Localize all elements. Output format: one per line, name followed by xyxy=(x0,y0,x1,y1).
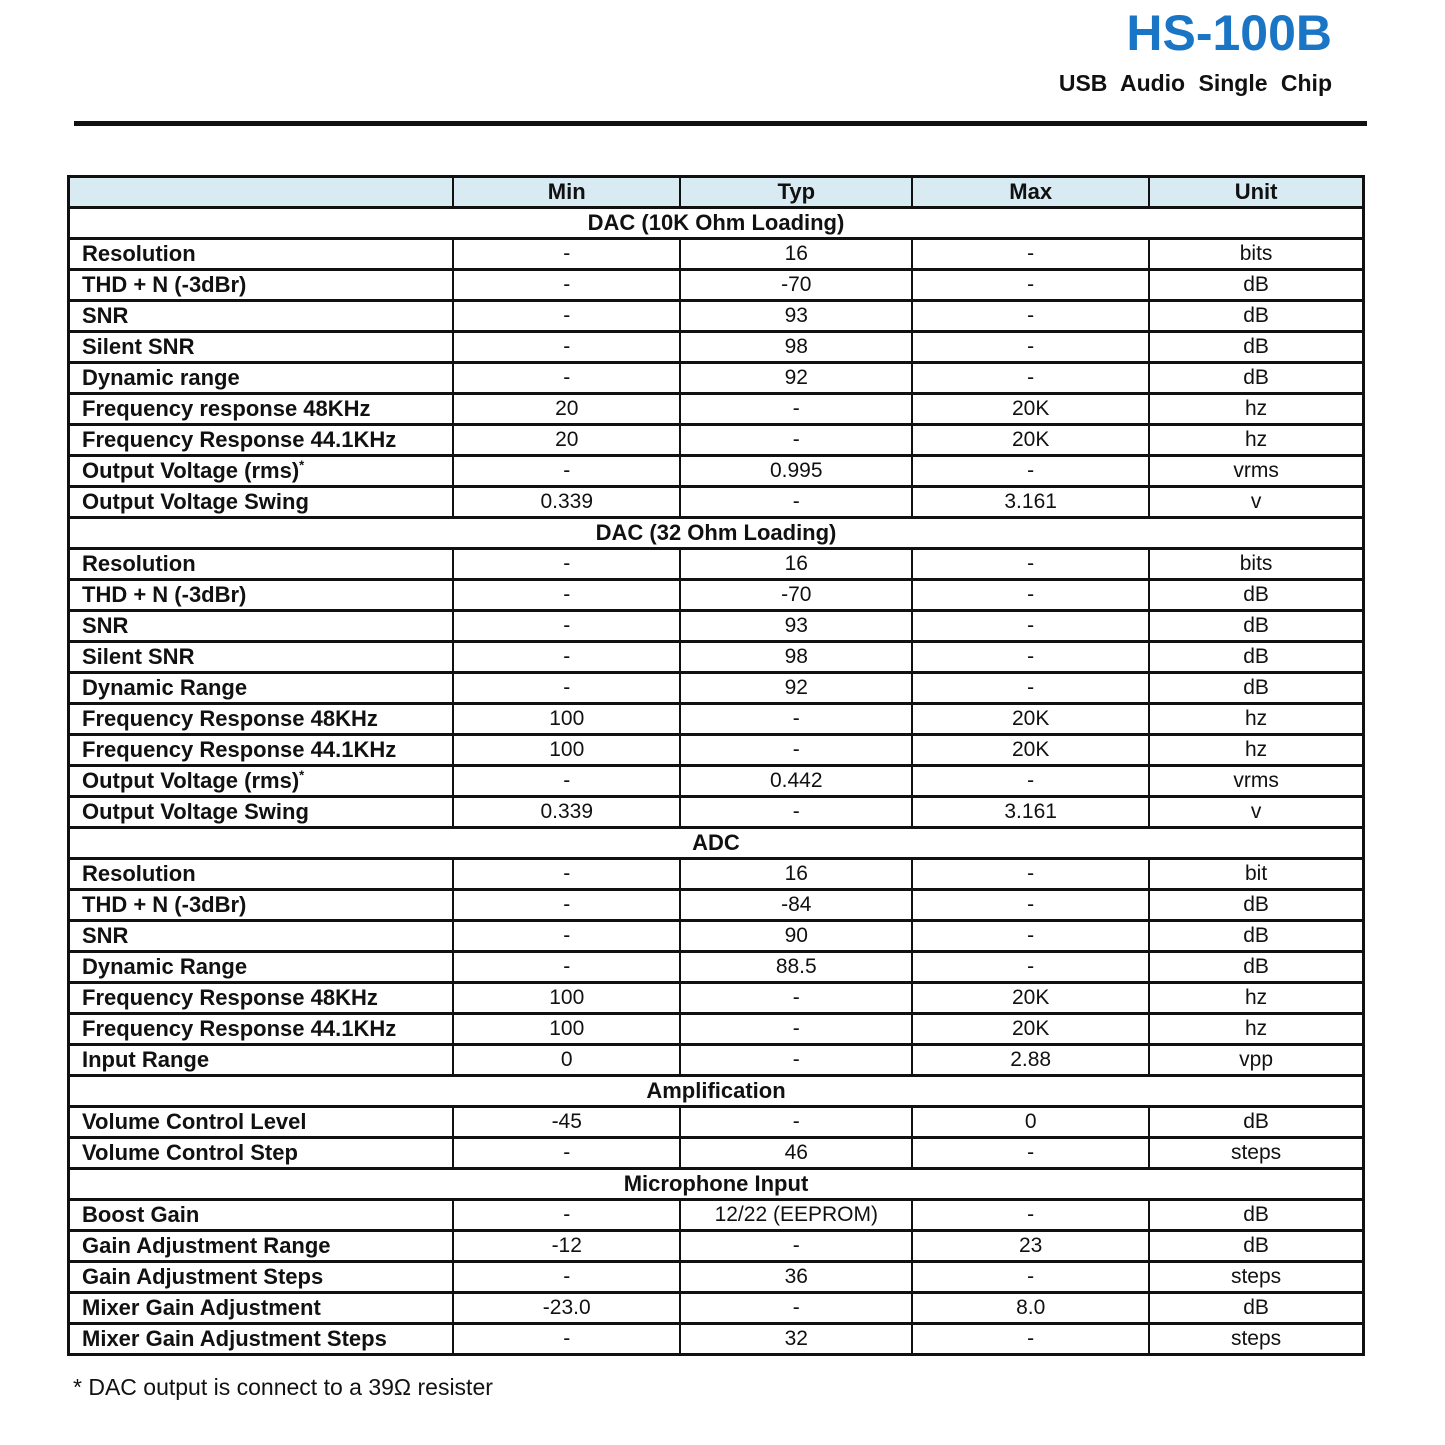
cell-max: 2.88 xyxy=(912,1045,1149,1076)
param-label: Resolution xyxy=(69,549,454,580)
cell-max: 20K xyxy=(912,394,1149,425)
section-header-row xyxy=(69,828,1364,859)
param-label: Gain Adjustment Range xyxy=(69,1231,454,1262)
spec-table xyxy=(67,175,1365,1356)
cell-min: - xyxy=(453,1138,680,1169)
cell-max: - xyxy=(912,580,1149,611)
cell-max: - xyxy=(912,456,1149,487)
table-row xyxy=(69,735,1364,766)
cell-min: - xyxy=(453,1324,680,1355)
param-label: Dynamic range xyxy=(69,363,454,394)
cell-unit: dB xyxy=(1149,921,1363,952)
cell-unit: hz xyxy=(1149,1014,1363,1045)
cell-max: - xyxy=(912,1200,1149,1231)
footnote-marker: * xyxy=(299,458,305,474)
cell-min: - xyxy=(453,611,680,642)
param-label: SNR xyxy=(69,921,454,952)
cell-min: - xyxy=(453,270,680,301)
table-row xyxy=(69,921,1364,952)
table-row xyxy=(69,270,1364,301)
table-row xyxy=(69,1138,1364,1169)
param-label: Volume Control Step xyxy=(69,1138,454,1169)
cell-max: - xyxy=(912,611,1149,642)
cell-max: - xyxy=(912,301,1149,332)
table-row xyxy=(69,580,1364,611)
cell-min: 0 xyxy=(453,1045,680,1076)
param-label: Dynamic Range xyxy=(69,952,454,983)
cell-max: 20K xyxy=(912,983,1149,1014)
cell-min: 0.339 xyxy=(453,487,680,518)
cell-unit: hz xyxy=(1149,704,1363,735)
cell-typ: - xyxy=(680,425,912,456)
cell-unit: dB xyxy=(1149,611,1363,642)
cell-unit: dB xyxy=(1149,580,1363,611)
cell-max: 3.161 xyxy=(912,797,1149,828)
section-title: DAC (32 Ohm Loading) xyxy=(69,518,1364,549)
cell-min: -12 xyxy=(453,1231,680,1262)
cell-min: - xyxy=(453,921,680,952)
cell-unit: dB xyxy=(1149,270,1363,301)
cell-min: - xyxy=(453,952,680,983)
cell-min: 20 xyxy=(453,425,680,456)
cell-typ: 0.995 xyxy=(680,456,912,487)
page-subtitle: USB Audio Single Chip xyxy=(1058,70,1332,96)
param-label: Silent SNR xyxy=(69,642,454,673)
cell-typ: 90 xyxy=(680,921,912,952)
cell-typ: 12/22 (EEPROM) xyxy=(680,1200,912,1231)
cell-min: - xyxy=(453,642,680,673)
cell-max: - xyxy=(912,859,1149,890)
param-label: Dynamic Range xyxy=(69,673,454,704)
param-label: Volume Control Level xyxy=(69,1107,454,1138)
cell-typ: -70 xyxy=(680,270,912,301)
param-label: Output Voltage Swing xyxy=(69,487,454,518)
header-rule xyxy=(74,121,1367,126)
cell-min: - xyxy=(453,890,680,921)
cell-min: - xyxy=(453,456,680,487)
title-block xyxy=(1059,6,1332,97)
param-label: Gain Adjustment Steps xyxy=(69,1262,454,1293)
cell-unit: bit xyxy=(1149,859,1363,890)
param-label: Silent SNR xyxy=(69,332,454,363)
cell-min: - xyxy=(453,363,680,394)
cell-min: - xyxy=(453,766,680,797)
cell-typ: 32 xyxy=(680,1324,912,1355)
column-header-min: Min xyxy=(453,177,680,208)
section-header-row xyxy=(69,1076,1364,1107)
cell-unit: bits xyxy=(1149,549,1363,580)
param-label: Frequency Response 44.1KHz xyxy=(69,425,454,456)
cell-min: - xyxy=(453,301,680,332)
table-row xyxy=(69,673,1364,704)
table-row xyxy=(69,487,1364,518)
cell-max: - xyxy=(912,332,1149,363)
cell-unit: dB xyxy=(1149,332,1363,363)
table-row xyxy=(69,456,1364,487)
cell-min: -23.0 xyxy=(453,1293,680,1324)
table-row xyxy=(69,766,1364,797)
param-label: Output Voltage (rms)* xyxy=(69,456,454,487)
cell-min: -45 xyxy=(453,1107,680,1138)
cell-unit: hz xyxy=(1149,983,1363,1014)
table-row xyxy=(69,239,1364,270)
table-row xyxy=(69,425,1364,456)
table-row xyxy=(69,642,1364,673)
cell-max: - xyxy=(912,549,1149,580)
section-title: ADC xyxy=(69,828,1364,859)
table-row xyxy=(69,1262,1364,1293)
param-label: Frequency Response 48KHz xyxy=(69,983,454,1014)
param-label: THD + N (-3dBr) xyxy=(69,890,454,921)
cell-typ: - xyxy=(680,1045,912,1076)
cell-max: - xyxy=(912,921,1149,952)
cell-typ: 92 xyxy=(680,363,912,394)
page-title: HS-100B xyxy=(1126,5,1332,61)
cell-max: - xyxy=(912,890,1149,921)
cell-unit: dB xyxy=(1149,890,1363,921)
cell-typ: - xyxy=(680,487,912,518)
table-header-row xyxy=(69,177,1364,208)
table-row xyxy=(69,549,1364,580)
cell-max: - xyxy=(912,363,1149,394)
cell-typ: -70 xyxy=(680,580,912,611)
table-row xyxy=(69,890,1364,921)
cell-typ: 98 xyxy=(680,332,912,363)
cell-unit: dB xyxy=(1149,301,1363,332)
spec-table-body xyxy=(69,177,1364,1355)
cell-max: 3.161 xyxy=(912,487,1149,518)
table-row xyxy=(69,611,1364,642)
table-row xyxy=(69,1324,1364,1355)
cell-max: - xyxy=(912,766,1149,797)
cell-typ: - xyxy=(680,394,912,425)
table-row xyxy=(69,859,1364,890)
cell-typ: 93 xyxy=(680,301,912,332)
table-row xyxy=(69,1014,1364,1045)
cell-min: - xyxy=(453,1262,680,1293)
cell-typ: 92 xyxy=(680,673,912,704)
cell-unit: dB xyxy=(1149,642,1363,673)
cell-max: 0 xyxy=(912,1107,1149,1138)
cell-min: - xyxy=(453,239,680,270)
cell-unit: hz xyxy=(1149,425,1363,456)
cell-unit: dB xyxy=(1149,1107,1363,1138)
section-header-row xyxy=(69,208,1364,239)
table-row xyxy=(69,1200,1364,1231)
cell-typ: - xyxy=(680,1014,912,1045)
param-label: THD + N (-3dBr) xyxy=(69,580,454,611)
cell-min: 100 xyxy=(453,704,680,735)
cell-unit: dB xyxy=(1149,952,1363,983)
param-label: Frequency Response 44.1KHz xyxy=(69,1014,454,1045)
cell-typ: 36 xyxy=(680,1262,912,1293)
cell-unit: steps xyxy=(1149,1262,1363,1293)
cell-typ: 16 xyxy=(680,549,912,580)
corner-cell xyxy=(69,177,454,208)
table-row xyxy=(69,301,1364,332)
cell-max: 8.0 xyxy=(912,1293,1149,1324)
footnote: * DAC output is connect to a 39Ω resister xyxy=(73,1374,493,1400)
cell-min: - xyxy=(453,673,680,704)
cell-unit: vrms xyxy=(1149,766,1363,797)
param-label: Output Voltage (rms)* xyxy=(69,766,454,797)
cell-max: 20K xyxy=(912,425,1149,456)
table-row xyxy=(69,1293,1364,1324)
cell-typ: - xyxy=(680,1107,912,1138)
table-row xyxy=(69,1231,1364,1262)
param-label: Frequency Response 48KHz xyxy=(69,704,454,735)
cell-max: - xyxy=(912,1262,1149,1293)
cell-unit: dB xyxy=(1149,1293,1363,1324)
table-row xyxy=(69,983,1364,1014)
cell-typ: 46 xyxy=(680,1138,912,1169)
table-row xyxy=(69,394,1364,425)
footnote-marker: * xyxy=(299,768,305,784)
cell-unit: dB xyxy=(1149,1200,1363,1231)
cell-unit: hz xyxy=(1149,735,1363,766)
cell-unit: steps xyxy=(1149,1324,1363,1355)
cell-max: - xyxy=(912,673,1149,704)
param-label: Resolution xyxy=(69,859,454,890)
section-title: Microphone Input xyxy=(69,1169,1364,1200)
cell-unit: v xyxy=(1149,487,1363,518)
cell-typ: - xyxy=(680,735,912,766)
cell-unit: hz xyxy=(1149,394,1363,425)
cell-typ: 93 xyxy=(680,611,912,642)
cell-unit: dB xyxy=(1149,363,1363,394)
cell-unit: steps xyxy=(1149,1138,1363,1169)
cell-max: - xyxy=(912,270,1149,301)
cell-max: 20K xyxy=(912,735,1149,766)
cell-typ: - xyxy=(680,983,912,1014)
param-label: Frequency response 48KHz xyxy=(69,394,454,425)
cell-typ: - xyxy=(680,1231,912,1262)
param-label: THD + N (-3dBr) xyxy=(69,270,454,301)
table-row xyxy=(69,1107,1364,1138)
section-header-row xyxy=(69,1169,1364,1200)
cell-max: - xyxy=(912,1324,1149,1355)
cell-min: - xyxy=(453,580,680,611)
cell-unit: bits xyxy=(1149,239,1363,270)
section-title: Amplification xyxy=(69,1076,1364,1107)
column-header-unit: Unit xyxy=(1149,177,1363,208)
cell-max: - xyxy=(912,952,1149,983)
cell-min: - xyxy=(453,332,680,363)
table-row xyxy=(69,797,1364,828)
section-title: DAC (10K Ohm Loading) xyxy=(69,208,1364,239)
column-header-typ: Typ xyxy=(680,177,912,208)
cell-typ: 16 xyxy=(680,239,912,270)
section-header-row xyxy=(69,518,1364,549)
param-label: Mixer Gain Adjustment xyxy=(69,1293,454,1324)
cell-typ: -84 xyxy=(680,890,912,921)
cell-typ: - xyxy=(680,704,912,735)
cell-min: - xyxy=(453,859,680,890)
cell-unit: dB xyxy=(1149,673,1363,704)
param-label: SNR xyxy=(69,301,454,332)
param-label: Mixer Gain Adjustment Steps xyxy=(69,1324,454,1355)
cell-max: 23 xyxy=(912,1231,1149,1262)
cell-max: 20K xyxy=(912,1014,1149,1045)
cell-min: 100 xyxy=(453,735,680,766)
cell-unit: v xyxy=(1149,797,1363,828)
cell-max: - xyxy=(912,1138,1149,1169)
cell-min: 100 xyxy=(453,983,680,1014)
cell-max: 20K xyxy=(912,704,1149,735)
cell-typ: 0.442 xyxy=(680,766,912,797)
cell-typ: - xyxy=(680,1293,912,1324)
param-label: SNR xyxy=(69,611,454,642)
table-row xyxy=(69,704,1364,735)
cell-max: - xyxy=(912,642,1149,673)
cell-typ: - xyxy=(680,797,912,828)
column-header-max: Max xyxy=(912,177,1149,208)
cell-unit: vpp xyxy=(1149,1045,1363,1076)
table-row xyxy=(69,952,1364,983)
cell-typ: 98 xyxy=(680,642,912,673)
cell-unit: vrms xyxy=(1149,456,1363,487)
param-label: Frequency Response 44.1KHz xyxy=(69,735,454,766)
table-row xyxy=(69,363,1364,394)
table-row xyxy=(69,1045,1364,1076)
param-label: Input Range xyxy=(69,1045,454,1076)
param-label: Resolution xyxy=(69,239,454,270)
param-label: Boost Gain xyxy=(69,1200,454,1231)
cell-unit: dB xyxy=(1149,1231,1363,1262)
param-label: Output Voltage Swing xyxy=(69,797,454,828)
cell-max: - xyxy=(912,239,1149,270)
cell-min: - xyxy=(453,549,680,580)
cell-min: 100 xyxy=(453,1014,680,1045)
cell-min: 0.339 xyxy=(453,797,680,828)
cell-typ: 88.5 xyxy=(680,952,912,983)
cell-min: 20 xyxy=(453,394,680,425)
cell-min: - xyxy=(453,1200,680,1231)
table-row xyxy=(69,332,1364,363)
cell-typ: 16 xyxy=(680,859,912,890)
